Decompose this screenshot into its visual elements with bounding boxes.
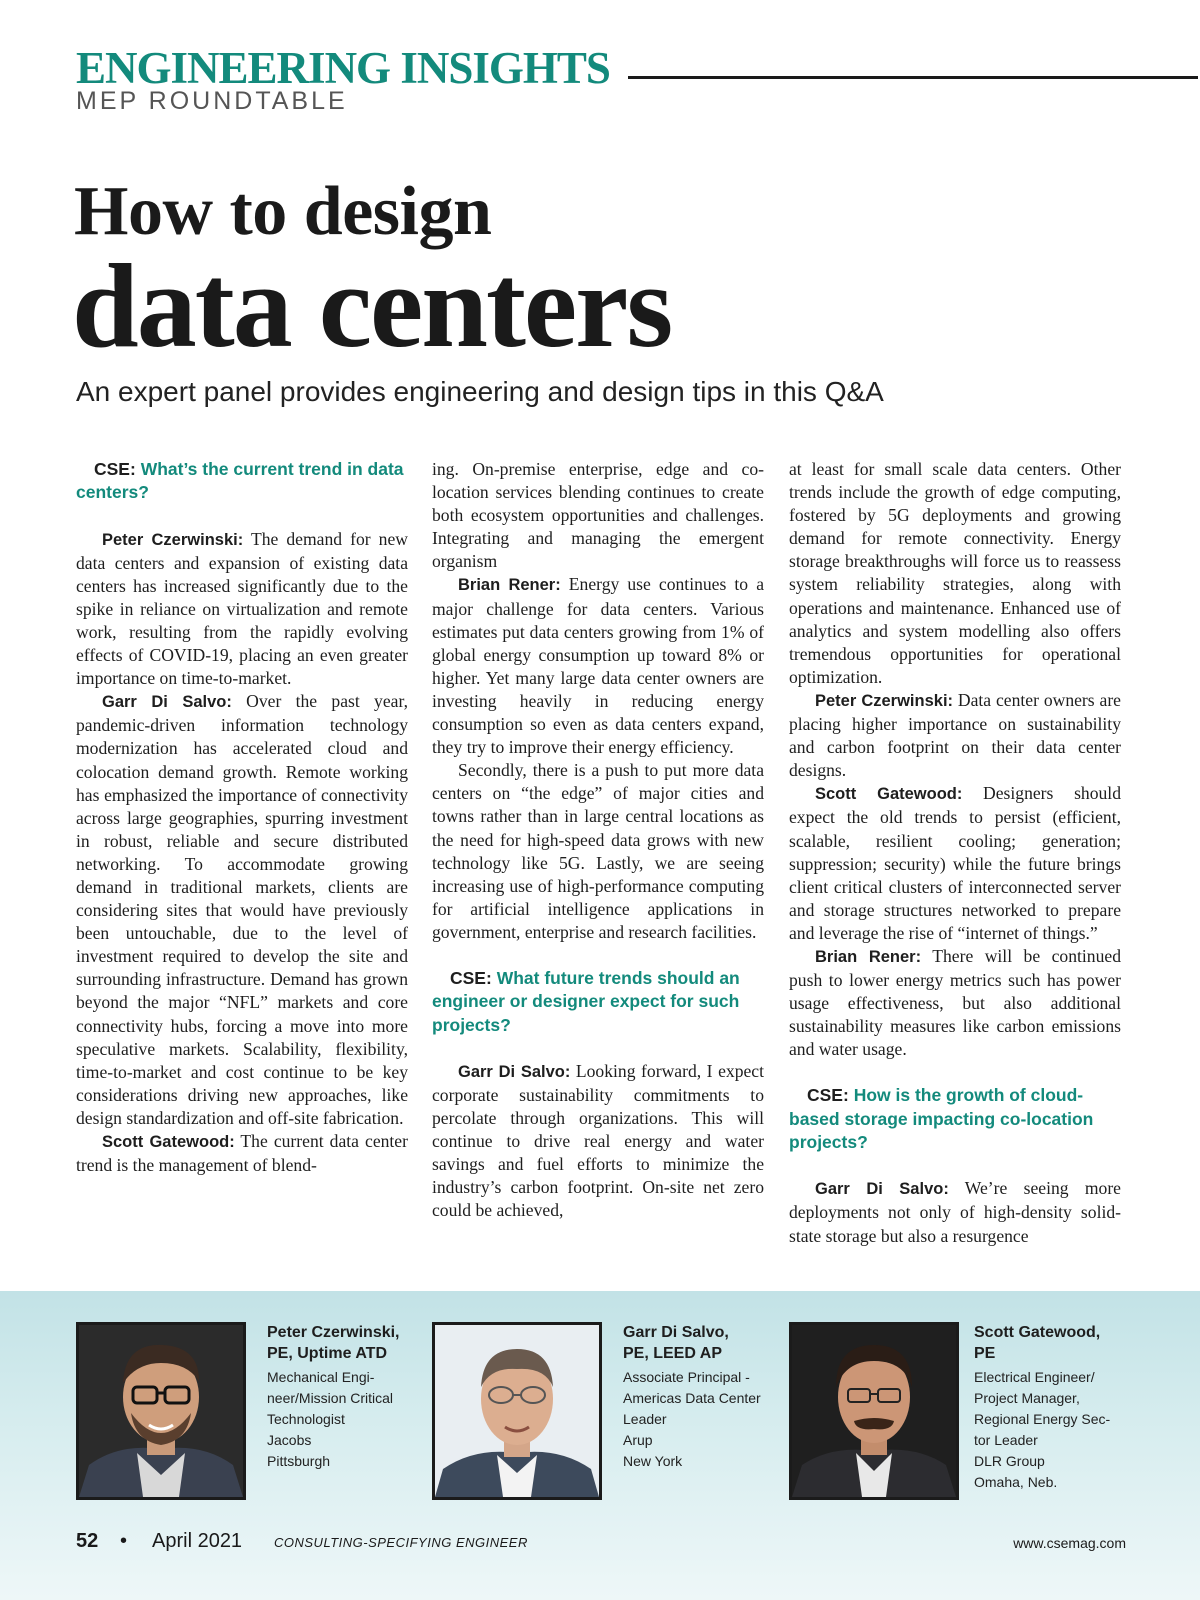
question-1 — [76, 458, 408, 505]
question-2 — [432, 967, 764, 1037]
bio-name-line: Garr Di Salvo, — [623, 1324, 729, 1341]
section-title: ENGINEERING INSIGHTS — [76, 43, 610, 93]
magazine-name: CONSULTING-SPECIFYING ENGINEER — [274, 1535, 528, 1550]
headshot-photo — [76, 1322, 246, 1500]
speaker-name: Brian Rener: — [815, 947, 922, 966]
bio-details — [267, 1367, 427, 1472]
bio-detail-line: Mechanical Engi- — [267, 1369, 375, 1385]
section-header — [76, 40, 1126, 120]
page-number: 52 — [76, 1530, 99, 1552]
answer-paragraph — [789, 689, 1121, 782]
bio-detail-line: Jacobs — [267, 1432, 312, 1448]
bio-name — [974, 1322, 1134, 1364]
speaker-name: Peter Czerwinski: — [815, 691, 954, 710]
bio-name-line: PE — [974, 1345, 996, 1362]
speaker-name: Scott Gatewood: — [815, 785, 963, 804]
answer-paragraph — [789, 1177, 1121, 1247]
bio-detail-line: Pittsburgh — [267, 1453, 331, 1469]
answer-paragraph — [432, 1060, 764, 1223]
speaker-name: Garr Di Salvo: — [458, 1062, 571, 1081]
headshot-photo — [432, 1322, 602, 1500]
question-text: How is the growth of cloud-based storage impacting co-location projects? — [789, 1085, 1094, 1153]
headshot-photo — [789, 1322, 959, 1500]
bio-detail-line: Americas Data Center — [623, 1390, 761, 1406]
headline-line1: How to design — [74, 173, 492, 250]
headshot-illustration — [79, 1325, 243, 1497]
answer-paragraph — [432, 573, 764, 759]
bio-name — [267, 1322, 427, 1364]
speaker-name: Brian Rener: — [458, 576, 561, 595]
answer-continuation: ing. On-premise enterprise, edge and co-location services blending continues to create both ecosystem opportunities and challenges. Integrating and managing the emergent organism — [432, 459, 764, 572]
article-column-3 — [789, 458, 1121, 1248]
footer-separator: • — [120, 1530, 128, 1552]
question-label: CSE: — [94, 459, 136, 479]
question-text: What future trends should an engineer or designer expect for such projects? — [432, 967, 740, 1035]
answer-text: Over the past year, pandemic-driven information technology modernization has accelerated cloud and colocation demand growth. Remote working has emphasized the importance of connectivity across large geographies, spurring investment in robust, reliable and secure distributed networking. To accommodate growing demand in traditional markets, clients are considering sites that would have previously been untouchable, due to the level of investment required to develop the site and surrounding infrastructure. Demand has grown beyond the major “NFL” markets and core connectivity hubs, forcing a move into more speculative markets. Scalability, flexibility, time-to-market and cost continue to be key considerations driving new approaches, like design standardization and off-site fabrication. — [76, 691, 408, 1128]
speaker-name: Garr Di Salvo: — [815, 1180, 949, 1199]
question-label: CSE: — [450, 967, 492, 988]
article-column-1 — [76, 458, 408, 1177]
bio-detail-line: Omaha, Neb. — [974, 1474, 1058, 1490]
bio-details — [974, 1367, 1144, 1493]
answer-paragraph — [76, 528, 408, 691]
issue-date: April 2021 — [152, 1530, 243, 1552]
spacer — [432, 944, 764, 967]
section-rule — [628, 76, 1198, 79]
answer-text: Designers should expect the old trends to persist (efficient, scalable, resilient cooling; generation; suppression; security) while the future brings client critical clusters of interconnected server and storage structures networked to prepare and leverage the rise of “internet of things.” — [789, 783, 1121, 943]
answer-text: There will be continued push to lower energy metrics such has power usage effectiveness, but also additional sustainability measures like carbon emissions and water usage. — [789, 945, 1121, 1060]
page-footer — [76, 1530, 1126, 1560]
spacer — [789, 1061, 1121, 1084]
headshot-illustration — [792, 1325, 956, 1497]
bio-detail-line: neer/Mission Critical — [267, 1390, 394, 1406]
magazine-url[interactable]: www.csemag.com — [1013, 1535, 1126, 1551]
bio-detail-line: Technologist — [267, 1411, 345, 1427]
bio-detail-line: New York — [623, 1453, 683, 1469]
answer-text: We’re seeing more deployments not only of high-density solid-state storage but also a resurgence — [789, 1178, 1121, 1246]
article-column-2 — [432, 458, 764, 1223]
bio-detail-line: Associate Principal - — [623, 1369, 750, 1385]
answer-paragraph — [789, 782, 1121, 945]
answer-text: The demand for new data centers and expansion of existing data centers has increased significantly due to the spike in reliance on virtualization and remote work, resulting from the rapidly evolving effects of COVID-19, placing an even greater importance on time-to-market. — [76, 528, 408, 689]
question-3 — [789, 1084, 1121, 1154]
bio-details — [623, 1367, 793, 1472]
speaker-name: Garr Di Salvo: — [102, 693, 232, 712]
answer-text: Energy use continues to a major challenge for data centers. Various estimates put data centers growing from 1% of global energy consumption up toward 8% or higher. Yet many large data center owners are investing heavily in reducing energy consumption so even as data centers expand, they try to improve their energy efficiency. — [432, 574, 764, 758]
bio-detail-line: tor Leader — [974, 1432, 1038, 1448]
bio-name — [623, 1322, 783, 1364]
question-label: CSE: — [807, 1085, 849, 1106]
speaker-name: Scott Gatewood: — [102, 1133, 235, 1152]
answer-paragraph — [789, 945, 1121, 1061]
bio-detail-line: DLR Group — [974, 1453, 1045, 1469]
deck: An expert panel provides engineering and design tips in this Q&A — [76, 376, 884, 407]
answer-continuation: at least for small scale data centers. Other trends include the growth of edge computing, fostered by 5G deployments and growing demand for remote connectivity. Energy storage breakthroughs will force us to reassess system reliability strategies, along with operations and maintenance. Enhanced use of analytics and system modelling also offers tremendous opportunities for operational optimization. — [789, 459, 1121, 687]
answer-text: Data center owners are placing higher importance on sustainability and carbon footprint on their data center designs. — [789, 689, 1121, 781]
answer-text: Looking forward, I expect corporate sustainability commitments to percolate through organizations. This will continue to drive real energy and water savings and fuel efforts to minimize the industry’s carbon footprint. On-site net zero could be achieved, — [432, 1060, 764, 1221]
question-text: What’s the current trend in data centers? — [76, 459, 404, 503]
bio-detail-line: Arup — [623, 1432, 653, 1448]
bio-detail-line: Leader — [623, 1411, 667, 1427]
bio-name-line: PE, Uptime ATD — [267, 1345, 388, 1362]
bio-detail-line: Regional Energy Sec- — [974, 1411, 1111, 1427]
section-subtitle: MEP ROUNDTABLE — [76, 87, 348, 115]
headshot-illustration — [435, 1325, 599, 1497]
bio-name-line: Peter Czerwinski, — [267, 1324, 400, 1341]
answer-paragraph — [76, 690, 408, 1130]
bio-detail-line: Electrical Engineer/ — [974, 1369, 1095, 1385]
bio-detail-line: Project Manager, — [974, 1390, 1080, 1406]
bio-name-line: Scott Gatewood, — [974, 1324, 1101, 1341]
bio-name-line: PE, LEED AP — [623, 1345, 722, 1362]
speaker-name: Peter Czerwinski: — [102, 530, 244, 549]
answer-paragraph: Secondly, there is a push to put more data centers on “the edge” of major cities and towns rather than in large central locations as the need for high-speed data grows with new technology like 5G. Lastly, we are seeing increasing use of high-performance computing for artificial intelligence applications in government, enterprise and research facilities. — [432, 760, 764, 942]
headline-line2: data centers — [72, 239, 672, 372]
answer-paragraph — [76, 1130, 408, 1177]
answer-text: The current data center trend is the management of blend- — [76, 1131, 408, 1176]
